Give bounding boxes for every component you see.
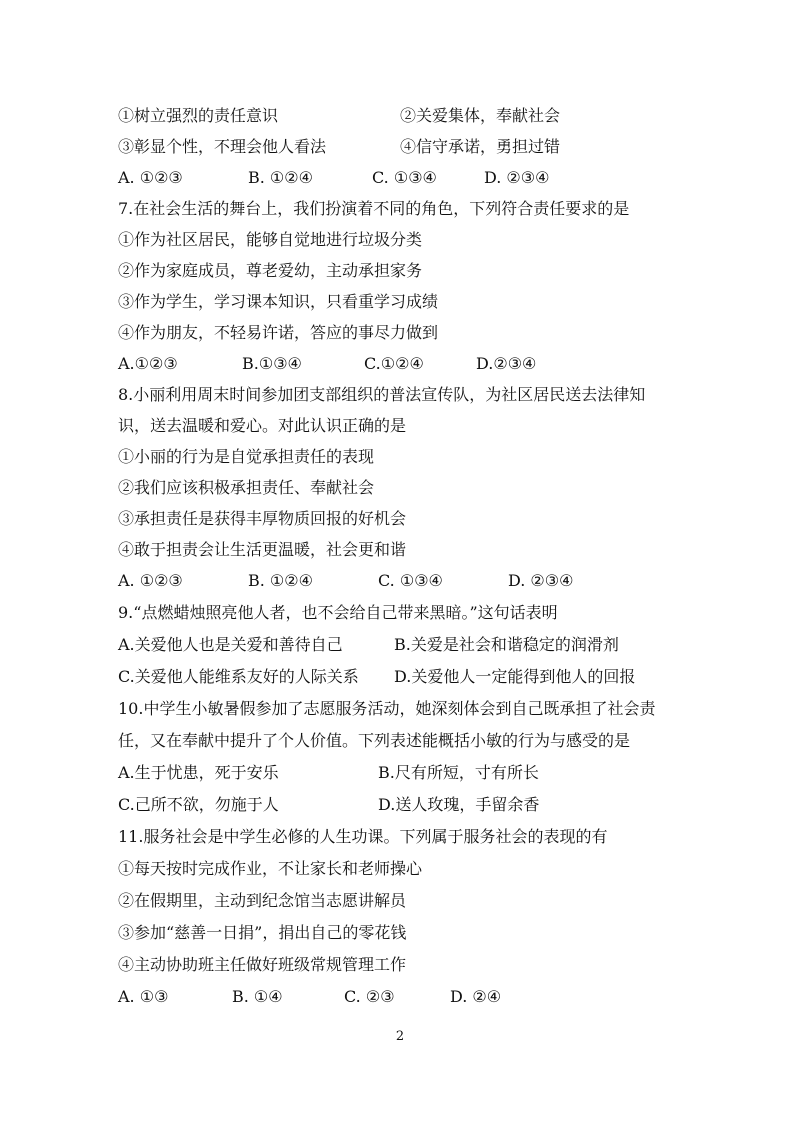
option-b: B. ①②④	[248, 571, 313, 590]
question-8-statement-4: ④敢于担责会让生活更温暖，社会更和谐	[118, 540, 407, 559]
option-a: A.生于忧患，死于安乐	[118, 763, 279, 782]
statement-1: ①树立强烈的责任意识	[118, 106, 279, 125]
question-7-statement-1: ①作为社区居民，能够自觉地进行垃圾分类	[118, 230, 423, 249]
statement-4: ④信守承诺，勇担过错	[400, 137, 561, 156]
option-a: A. ①②③	[118, 571, 183, 590]
question-10-stem-line-2: 任，又在奉献中提升了个人价值。下列表述能概括小敏的行为与感受的是	[118, 731, 631, 750]
question-7-statement-3: ③作为学生，学习课本知识，只看重学习成绩	[118, 292, 439, 311]
option-c: C.①②④	[364, 354, 424, 373]
option-d: D. ②④	[450, 987, 502, 1006]
page-number: 2	[395, 1029, 405, 1044]
question-7-statement-2: ②作为家庭成员，尊老爱幼，主动承担家务	[118, 261, 423, 280]
option-c: C. ①③④	[372, 168, 437, 187]
question-11-statement-2: ②在假期里，主动到纪念馆当志愿讲解员	[118, 891, 407, 910]
question-8-statement-3: ③承担责任是获得丰厚物质回报的好机会	[118, 509, 407, 528]
option-a: A. ①②③	[118, 168, 183, 187]
option-d: D. ②③④	[508, 571, 574, 590]
option-a: A. ①③	[118, 987, 169, 1006]
question-11-stem: 11.服务社会是中学生必修的人生功课。下列属于服务社会的表现的有	[118, 827, 608, 846]
question-8-statement-2: ②我们应该积极承担责任、奉献社会	[118, 478, 375, 497]
question-8-statement-1: ①小丽的行为是自觉承担责任的表现	[118, 447, 375, 466]
option-b: B. ①②④	[248, 168, 313, 187]
option-c: C. ①③④	[378, 571, 443, 590]
option-b: B. ①④	[232, 987, 283, 1006]
option-b: B.尺有所短，寸有所长	[378, 763, 539, 782]
option-c: C.己所不欲，勿施于人	[118, 795, 279, 814]
question-9-stem: 9.“点燃蜡烛照亮他人者，也不会给自己带来黑暗。”这句话表明	[118, 603, 558, 622]
option-a: A.①②③	[118, 354, 178, 373]
option-d: D.送人玫瑰，手留余香	[378, 795, 540, 814]
option-b: B.①③④	[242, 354, 302, 373]
option-d: D.②③④	[476, 354, 537, 373]
question-8-stem-line-1: 8.小丽利用周末时间参加团支部组织的普法宣传队，为社区居民送去法律知	[118, 385, 646, 404]
option-a: A.关爱他人也是关爱和善待自己	[118, 635, 343, 654]
question-7-statement-4: ④作为朋友，不轻易许诺，答应的事尽力做到	[118, 323, 439, 342]
option-c: C. ②③	[344, 987, 395, 1006]
question-11-statement-4: ④主动协助班主任做好班级常规管理工作	[118, 955, 407, 974]
question-7-stem: 7.在社会生活的舞台上，我们扮演着不同的角色，下列符合责任要求的是	[118, 199, 630, 218]
option-d: D. ②③④	[484, 168, 550, 187]
option-c: C.关爱他人能维系友好的人际关系	[118, 667, 359, 686]
question-10-stem-line-1: 10.中学生小敏暑假参加了志愿服务活动，她深刻体会到自己既承担了社会责	[118, 699, 656, 718]
question-8-stem-line-2: 识，送去温暖和爱心。对此认识正确的是	[118, 416, 407, 435]
question-11-statement-3: ③参加“慈善一日捐”，捐出自己的零花钱	[118, 923, 407, 942]
question-11-statement-1: ①每天按时完成作业，不让家长和老师操心	[118, 859, 423, 878]
option-b: B.关爱是社会和谐稳定的润滑剂	[394, 635, 619, 654]
statement-2: ②关爱集体，奉献社会	[400, 106, 561, 125]
option-d: D.关爱他人一定能得到他人的回报	[394, 667, 636, 686]
statement-3: ③彰显个性，不理会他人看法	[118, 137, 327, 156]
